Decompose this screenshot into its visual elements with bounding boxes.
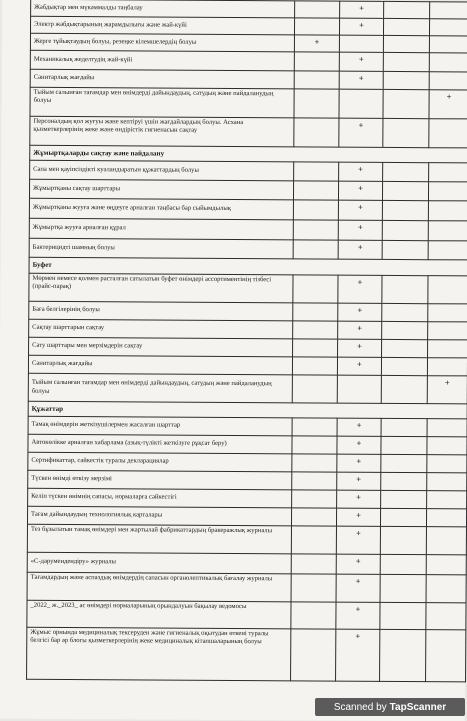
rating-cell-2: + bbox=[338, 339, 382, 357]
rating-cell-4 bbox=[429, 53, 467, 72]
section-title: Құжаттар bbox=[28, 401, 467, 419]
rating-cell-4: + bbox=[427, 376, 467, 404]
rating-cell-2: + bbox=[338, 200, 382, 220]
checklist-row bbox=[29, 198, 467, 221]
rating-cell-2: + bbox=[339, 162, 383, 181]
rating-cell-1 bbox=[295, 1, 340, 18]
rating-cell-3 bbox=[381, 490, 427, 508]
rating-cell-2: + bbox=[336, 629, 380, 681]
rating-cell-4 bbox=[428, 201, 467, 221]
rating-cell-4 bbox=[426, 509, 466, 527]
rating-cell-1 bbox=[294, 71, 339, 89]
checklist-row bbox=[27, 600, 466, 630]
rating-cell-4 bbox=[429, 72, 467, 90]
rating-cell-4 bbox=[428, 182, 467, 201]
rating-cell-3 bbox=[383, 71, 429, 89]
rating-cell-2: + bbox=[338, 303, 382, 321]
rating-cell-4 bbox=[427, 437, 467, 455]
rating-cell-3 bbox=[381, 357, 427, 375]
criterion-text: Түскен өнімді өткізу мерзімі bbox=[28, 470, 292, 490]
criterion-text: Баға белгілерінің болуы bbox=[29, 301, 293, 321]
rating-cell-4 bbox=[427, 455, 467, 473]
rating-cell-2: + bbox=[339, 52, 383, 71]
scanner-app-name: TapScanner bbox=[389, 701, 447, 713]
rating-cell-1 bbox=[293, 220, 338, 240]
rating-cell-1 bbox=[292, 490, 337, 508]
rating-cell-3 bbox=[382, 220, 428, 240]
rating-cell-1 bbox=[294, 118, 339, 147]
checklist-body bbox=[27, 0, 467, 682]
rating-cell-1 bbox=[293, 303, 338, 321]
criterion-text: Жерге тұйықтаудың болуы, резеңке кілемшелердің болуы bbox=[30, 33, 294, 52]
criterion-text: Сақтау шарттарын сақтау bbox=[29, 319, 293, 339]
rating-cell-3 bbox=[380, 554, 426, 574]
rating-cell-3 bbox=[383, 118, 429, 147]
rating-cell-1 bbox=[292, 418, 337, 436]
rating-cell-2: + bbox=[336, 554, 380, 574]
rating-cell-3 bbox=[381, 375, 427, 403]
rating-cell-2: + bbox=[337, 490, 381, 508]
criterion-text: Тез бұзылатын тамақ өнімдері мен жартылай фабрикаттардың бракеражлық журналы bbox=[27, 524, 291, 554]
checklist-row bbox=[29, 273, 467, 304]
rating-cell-3 bbox=[381, 418, 427, 436]
rating-cell-1 bbox=[291, 554, 336, 574]
rating-cell-2: + bbox=[338, 220, 382, 240]
criterion-text: Тамақ өнімдерін жеткізушілермен жасалған шарттар bbox=[28, 416, 292, 436]
criterion-text: Персоналдың қол жуғуы және кептіруі үшін жағдайлардың болуы. Асхана қызметкерлерінің жеке және өндірістік гигиенасын сақтау bbox=[30, 116, 294, 147]
checklist-row bbox=[29, 218, 467, 241]
criterion-text: Жабдықтар мен мүкәммалды таңбалау bbox=[31, 0, 295, 18]
rating-cell-2: + bbox=[338, 181, 382, 200]
rating-cell-4 bbox=[427, 419, 467, 437]
rating-cell-1 bbox=[293, 339, 338, 357]
rating-cell-2: + bbox=[337, 454, 381, 472]
rating-cell-4 bbox=[427, 491, 467, 509]
criterion-text: _2022_ ж._2023_ ас өнімдері нормаларының орындалуын бақылау ведомосы bbox=[27, 600, 291, 629]
criterion-text: Санитарлық жағдайы bbox=[30, 69, 294, 89]
rating-cell-4 bbox=[426, 575, 466, 603]
rating-cell-4 bbox=[427, 358, 467, 376]
rating-cell-1 bbox=[293, 240, 338, 259]
rating-cell-3 bbox=[380, 574, 426, 602]
rating-cell-3 bbox=[381, 454, 427, 472]
rating-cell-3 bbox=[384, 1, 430, 18]
rating-cell-3 bbox=[383, 162, 429, 181]
rating-cell-4: + bbox=[429, 90, 467, 119]
rating-cell-4 bbox=[426, 555, 466, 575]
rating-cell-3 bbox=[382, 339, 428, 357]
rating-cell-4 bbox=[426, 630, 466, 682]
rating-cell-2 bbox=[339, 89, 383, 118]
rating-cell-3 bbox=[380, 629, 426, 681]
criterion-text: Механикалық жеделтудің жай-күйі bbox=[30, 50, 294, 71]
criterion-text: Сапа мен қауіпсіздікті куәландыратын құжаттардың болуы bbox=[30, 160, 294, 181]
rating-cell-4 bbox=[428, 276, 467, 304]
criterion-text: Тыйым салынған тағамдар мен өнімдерді дайындаудың, сатудың және пайдаланудың болуы bbox=[30, 87, 294, 118]
rating-cell-4 bbox=[429, 163, 467, 182]
rating-cell-1 bbox=[292, 375, 337, 403]
criterion-text: Сату шарттары мен мерзімдерін сақтау bbox=[29, 337, 293, 357]
checklist-row bbox=[27, 627, 466, 682]
rating-cell-3 bbox=[383, 18, 429, 35]
section-title: Буфет bbox=[29, 257, 467, 276]
rating-cell-1 bbox=[291, 526, 336, 554]
rating-cell-2: + bbox=[338, 321, 382, 339]
rating-cell-4 bbox=[427, 473, 467, 491]
rating-cell-1 bbox=[291, 602, 336, 629]
rating-cell-4 bbox=[428, 322, 467, 340]
criterion-text: «С-дәрумендендіру» журналы bbox=[27, 552, 291, 574]
criterion-text: Сертификаттар, сәйкестік туралы декларациялар bbox=[28, 452, 292, 472]
rating-cell-1 bbox=[291, 574, 336, 602]
rating-cell-2: + bbox=[339, 71, 383, 89]
criterion-text: Автокөлікке арналған хабарлама (азық-түлікті жеткізуге рұқсат беру) bbox=[28, 434, 292, 454]
rating-cell-1: + bbox=[294, 35, 339, 52]
criterion-text: Келіп түскен өнімнің сапасы, нормаларға сәйкестігі bbox=[28, 488, 292, 508]
rating-cell-4 bbox=[428, 241, 467, 260]
rating-cell-1 bbox=[292, 454, 337, 472]
rating-cell-4 bbox=[428, 304, 467, 322]
rating-cell-2: + bbox=[338, 240, 382, 259]
rating-cell-3 bbox=[383, 35, 429, 52]
rating-cell-4 bbox=[429, 36, 467, 53]
rating-cell-3 bbox=[382, 275, 428, 303]
rating-cell-3 bbox=[380, 602, 426, 629]
rating-cell-1 bbox=[294, 162, 339, 181]
criterion-text: Тағам дайындаудың технологиялық карталары bbox=[27, 506, 291, 526]
checklist-row bbox=[30, 116, 467, 148]
rating-cell-2: + bbox=[336, 508, 380, 526]
scanned-by-text: Scanned by bbox=[333, 701, 387, 713]
rating-cell-2 bbox=[339, 35, 383, 52]
criterion-text: Санитарлық жағдайы bbox=[28, 355, 292, 375]
rating-cell-1 bbox=[291, 629, 336, 681]
criterion-text: Бактерицидті шамның болуы bbox=[29, 238, 293, 259]
rating-cell-4 bbox=[429, 119, 467, 148]
rating-cell-3 bbox=[380, 508, 426, 526]
rating-cell-3 bbox=[382, 321, 428, 339]
rating-cell-3 bbox=[382, 303, 428, 321]
rating-cell-3 bbox=[383, 52, 429, 71]
rating-cell-1 bbox=[294, 52, 339, 71]
criterion-text: Тыйым салынған тағамдар мен өнімдерді дайындаудың, сатудың және пайдаланудың болуы bbox=[28, 373, 292, 403]
rating-cell-3 bbox=[382, 240, 428, 259]
rating-cell-2: + bbox=[339, 118, 383, 147]
rating-cell-1 bbox=[293, 321, 338, 339]
rating-cell-1 bbox=[292, 436, 337, 454]
rating-cell-2: + bbox=[337, 436, 381, 454]
rating-cell-3 bbox=[381, 436, 427, 454]
criterion-text: Мөрмен немесе қолмен расталған сатылатын буфет өнімдері ассортиментінің тізбесі (прайс-парақ) bbox=[29, 273, 293, 303]
rating-cell-2: + bbox=[339, 18, 383, 35]
rating-cell-2: + bbox=[336, 602, 380, 629]
rating-cell-4 bbox=[430, 2, 467, 19]
rating-cell-1 bbox=[293, 200, 338, 220]
criterion-text: Тағамдардың және аспаздық өнімдердің сапасын органолептикалық бағалау журналы bbox=[27, 572, 291, 602]
rating-cell-2: + bbox=[337, 357, 381, 375]
rating-cell-3 bbox=[382, 181, 428, 200]
rating-cell-1 bbox=[292, 472, 337, 490]
rating-cell-4 bbox=[426, 603, 466, 630]
rating-cell-2: + bbox=[337, 472, 381, 490]
rating-cell-3 bbox=[382, 200, 428, 220]
rating-cell-2: + bbox=[340, 1, 384, 18]
rating-cell-1 bbox=[293, 181, 338, 200]
rating-cell-1 bbox=[293, 275, 338, 303]
checklist-row bbox=[30, 87, 467, 119]
checklist-row bbox=[27, 524, 466, 555]
rating-cell-3 bbox=[383, 89, 429, 118]
inspection-checklist-table bbox=[26, 0, 467, 682]
rating-cell-3 bbox=[380, 526, 426, 554]
checklist-row bbox=[28, 373, 467, 404]
rating-cell-1 bbox=[291, 508, 336, 526]
rating-cell-2: + bbox=[336, 574, 380, 602]
checklist-row bbox=[27, 572, 466, 603]
criterion-text: Жұмыртқа жууға арналған құрал bbox=[29, 218, 293, 240]
rating-cell-2: + bbox=[337, 418, 381, 436]
rating-cell-2 bbox=[337, 375, 381, 403]
rating-cell-1 bbox=[294, 18, 339, 35]
rating-cell-4 bbox=[426, 527, 466, 555]
criterion-text: Жұмыртқаны сақтау шарттары bbox=[29, 179, 293, 200]
section-title: Жұмыртқаларды сақтау және пайдалану bbox=[30, 145, 467, 163]
criterion-text: Жұмыртқаны жууға және өңдеуге арналған таңбасы бар сыйымдылық bbox=[29, 198, 293, 220]
criterion-text: Жұмыс орнында медициналық тексеруден және гигиеналық оқытудан өткені туралы белгісі бар әр блогы қызметкерлерінің жеке медициналық кітапшаларының болуы bbox=[27, 627, 291, 681]
rating-cell-4 bbox=[429, 19, 467, 36]
rating-cell-2: + bbox=[338, 275, 382, 303]
rating-cell-3 bbox=[381, 472, 427, 490]
checklist-row bbox=[27, 552, 466, 575]
rating-cell-4 bbox=[428, 340, 467, 358]
rating-cell-1 bbox=[294, 89, 339, 118]
rating-cell-2: + bbox=[336, 526, 380, 554]
rating-cell-4 bbox=[428, 221, 467, 241]
scanner-watermark bbox=[315, 698, 465, 716]
criterion-text: Электр жабдықтарының жарамдылығы және жай-күйі bbox=[30, 16, 294, 35]
rating-cell-1 bbox=[292, 357, 337, 375]
